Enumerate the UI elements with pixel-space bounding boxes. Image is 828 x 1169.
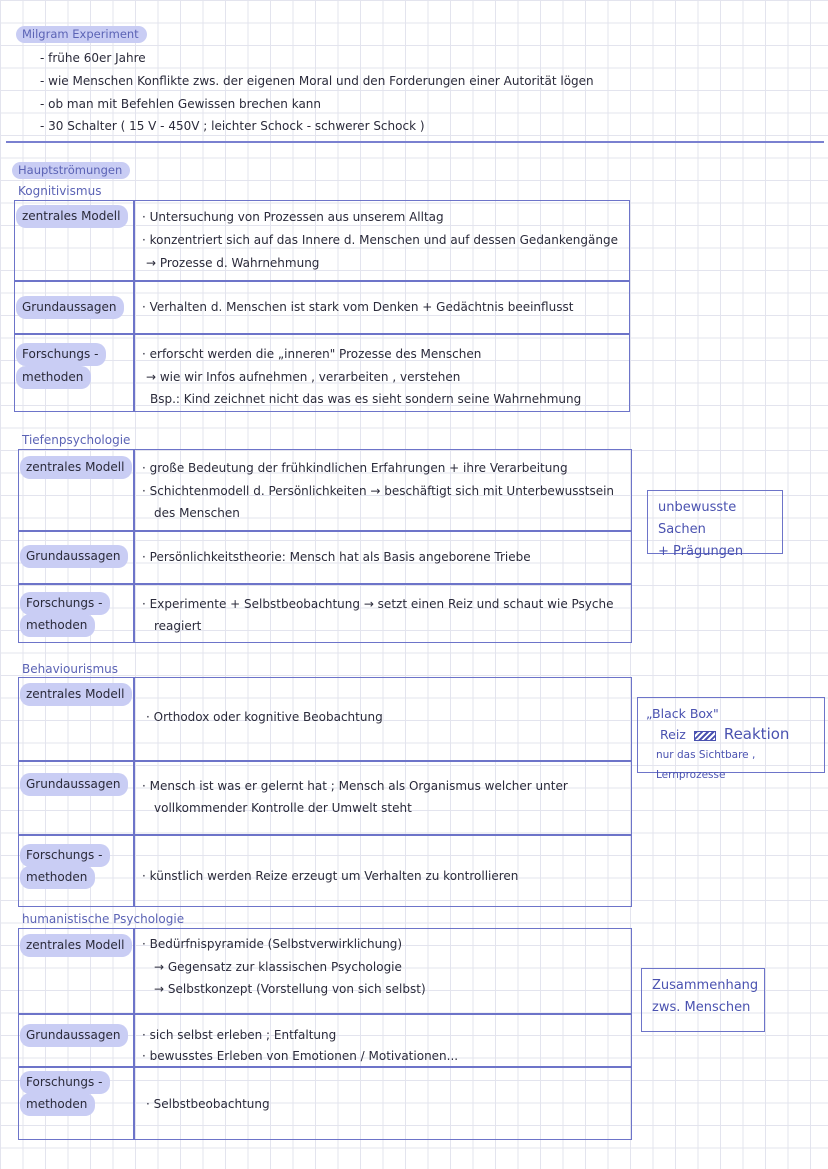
row-label-forsch: methoden bbox=[16, 366, 91, 389]
humanistische-col-divider bbox=[133, 928, 135, 1140]
row-label-modell: zentrales Modell bbox=[20, 683, 132, 706]
kognitivismus-modell-line: · Untersuchung von Prozessen aus unserem Alltag bbox=[142, 207, 444, 227]
black-box-row bbox=[646, 724, 816, 745]
tiefenpsychologie-modell-line: des Menschen bbox=[154, 506, 240, 520]
milgram-title: Milgram Experiment bbox=[16, 26, 147, 43]
row-label-forsch: methoden bbox=[20, 866, 95, 889]
row-label-modell: zentrales Modell bbox=[20, 456, 132, 479]
kognitivismus-title: Kognitivismus bbox=[18, 184, 102, 198]
row-label-modell: zentrales Modell bbox=[20, 934, 132, 957]
tiefenpsychologie-forsch-line: · Experimente + Selbstbeobachtung → setzt einen Reiz und schaut wie Psyche bbox=[142, 594, 613, 614]
humanistische-forsch-line: · Selbstbeobachtung bbox=[146, 1094, 270, 1114]
kognitivismus-forsch-line: · erforscht werden die „inneren" Prozesse des Menschen bbox=[142, 344, 481, 364]
row-label-forsch: methoden bbox=[20, 1093, 95, 1116]
row-label-forsch: Forschungs - bbox=[20, 1071, 110, 1094]
row-label-grund: Grundaussagen bbox=[20, 773, 128, 796]
milgram-item-1: - frühe 60er Jahre bbox=[40, 51, 146, 65]
side-note-line: zws. Menschen bbox=[652, 1000, 751, 1015]
row-label-grund: Grundaussagen bbox=[20, 1024, 128, 1047]
kognitivismus-modell-line: · konzentriert sich auf das Innere d. Menschen und auf dessen Gedankengänge bbox=[142, 230, 618, 250]
black-box-icon bbox=[694, 731, 716, 741]
milgram-item-3: - ob man mit Befehlen Gewissen brechen kann bbox=[40, 97, 322, 111]
black-box-sub: nur das Sichtbare , Lernprozesse bbox=[656, 749, 756, 781]
kognitivismus-grund-line: · Verhalten d. Menschen ist stark vom Denken + Gedächtnis beeinflusst bbox=[142, 297, 573, 317]
humanistische-grund-line: · sich selbst erleben ; Entfaltung bbox=[142, 1025, 336, 1045]
kognitivismus-row-divider bbox=[14, 280, 630, 282]
humanistische-modell-line: → Selbstkonzept (Vorstellung von sich selbst) bbox=[154, 982, 426, 996]
tiefenpsychologie-forsch-line: reagiert bbox=[154, 619, 202, 633]
black-box-reiz: Reiz bbox=[660, 727, 686, 742]
kognitivismus-modell-line: → Prozesse d. Wahrnehmung bbox=[146, 256, 320, 270]
row-label-forsch: Forschungs - bbox=[20, 592, 110, 615]
humanistische-grund-line: · bewusstes Erleben von Emotionen / Motivationen... bbox=[142, 1046, 458, 1066]
kognitivismus-forsch-line: Bsp.: Kind zeichnet nicht das was es sieht sondern seine Wahrnehmung bbox=[150, 392, 582, 406]
row-label-modell: zentrales Modell bbox=[16, 205, 128, 228]
milgram-item-4: - 30 Schalter ( 15 V - 450V ; leichter Schock - schwerer Schock ) bbox=[40, 119, 425, 133]
behaviourismus-row-divider bbox=[18, 834, 632, 836]
section-divider bbox=[6, 141, 824, 143]
row-label-forsch: Forschungs - bbox=[20, 844, 110, 867]
side-note-line: unbewusste Sachen bbox=[658, 500, 737, 537]
humanistische-title: humanistische Psychologie bbox=[22, 912, 185, 926]
black-box-reaktion: Reaktion bbox=[723, 725, 790, 743]
tiefenpsychologie-col-divider bbox=[133, 449, 135, 643]
row-label-forsch: methoden bbox=[20, 614, 95, 637]
humanistische-row-divider bbox=[18, 1013, 632, 1015]
tiefenpsychologie-side-note bbox=[647, 490, 783, 559]
behaviourismus-col-divider bbox=[133, 677, 135, 907]
kognitivismus-row-divider bbox=[14, 333, 630, 335]
hauptstroemungen-title: Hauptströmungen bbox=[12, 162, 130, 179]
behaviourismus-forsch-line: · künstlich werden Reize erzeugt um Verhalten zu kontrollieren bbox=[142, 866, 518, 886]
tiefenpsychologie-row-divider bbox=[18, 583, 632, 585]
humanistische-modell-line: · Bedürfnispyramide (Selbstverwirklichung) bbox=[142, 934, 402, 954]
row-label-grund: Grundaussagen bbox=[16, 296, 124, 319]
side-note-line: Zusammenhang bbox=[652, 978, 759, 993]
behaviourismus-grund-line: · Mensch ist was er gelernt hat ; Mensch als Organismus welcher unter bbox=[142, 776, 568, 796]
behaviourismus-side-note bbox=[637, 697, 825, 781]
tiefenpsychologie-modell-line: · große Bedeutung der frühkindlichen Erfahrungen + ihre Verarbeitung bbox=[142, 458, 568, 478]
milgram-item-2: - wie Menschen Konflikte zws. der eigenen Moral und den Forderungen einer Autorität lögen bbox=[40, 74, 594, 88]
behaviourismus-modell-line: · Orthodox oder kognitive Beobachtung bbox=[146, 707, 383, 727]
tiefenpsychologie-row-divider bbox=[18, 530, 632, 532]
behaviourismus-grund-line: vollkommender Kontrolle der Umwelt steht bbox=[154, 801, 412, 815]
row-label-forsch: Forschungs - bbox=[16, 343, 106, 366]
row-label-grund: Grundaussagen bbox=[20, 545, 128, 568]
behaviourismus-row-divider bbox=[18, 760, 632, 762]
humanistische-row-divider bbox=[18, 1066, 632, 1068]
humanistische-side-note bbox=[641, 968, 765, 1032]
tiefenpsychologie-modell-line: · Schichtenmodell d. Persönlichkeiten → beschäftigt sich mit Unterbewusstsein bbox=[142, 481, 614, 501]
behaviourismus-title: Behaviourismus bbox=[22, 662, 119, 676]
tiefenpsychologie-grund-line: · Persönlichkeitstheorie: Mensch hat als Basis angeborene Triebe bbox=[142, 547, 531, 567]
kognitivismus-forsch-line: → wie wir Infos aufnehmen , verarbeiten , verstehen bbox=[146, 370, 461, 384]
humanistische-modell-line: → Gegensatz zur klassischen Psychologie bbox=[154, 960, 402, 974]
black-box-title: „Black Box" bbox=[646, 706, 719, 721]
kognitivismus-col-divider bbox=[133, 200, 135, 412]
side-note-line: + Prägungen bbox=[658, 544, 744, 559]
tiefenpsychologie-title: Tiefenpsychologie bbox=[22, 433, 131, 447]
